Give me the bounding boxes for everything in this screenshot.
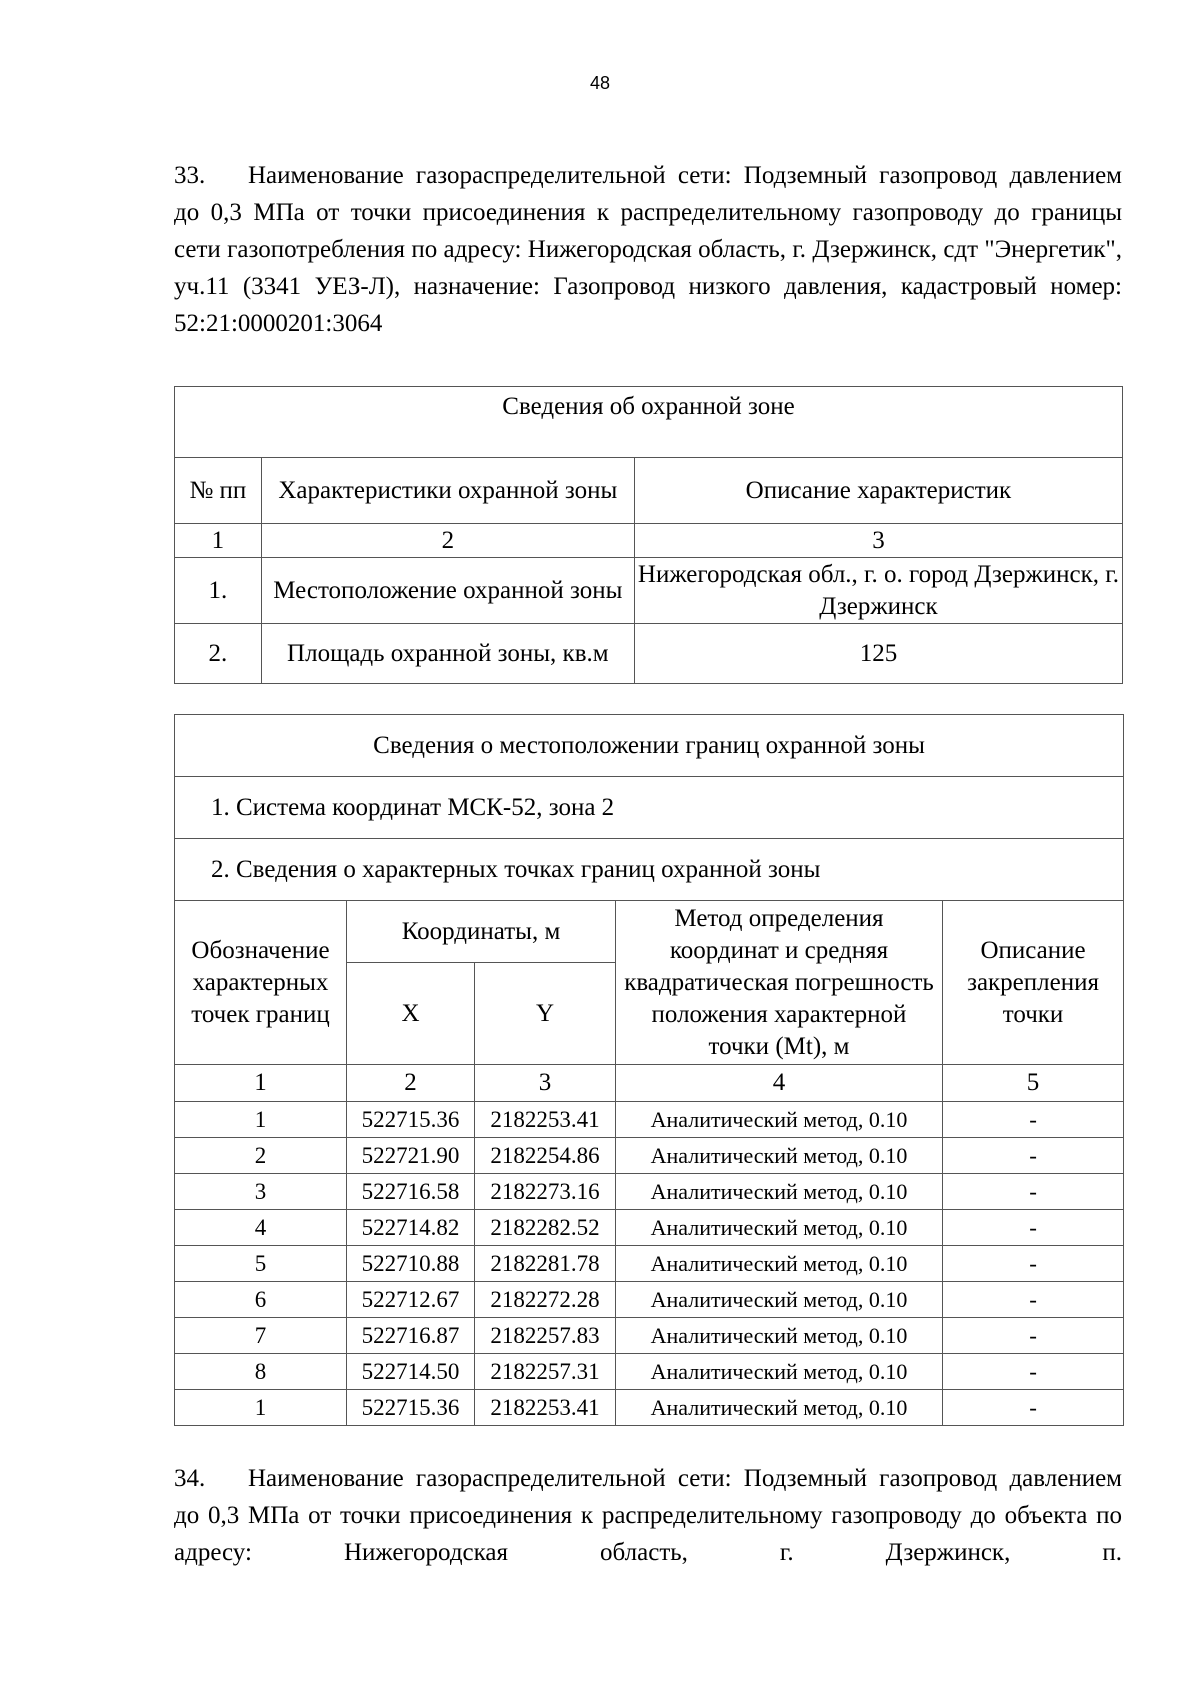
point-description: - (943, 1246, 1124, 1282)
zone-header-characteristics: Характеристики охранной зоны (261, 458, 634, 524)
point-method: Аналитический метод, 0.10 (616, 1354, 943, 1390)
point-x: 522714.82 (347, 1210, 475, 1246)
point-y: 2182257.31 (475, 1354, 616, 1390)
point-method: Аналитический метод, 0.10 (616, 1318, 943, 1354)
zone-row-value: Нижегородская обл., г. о. город Дзержинск, г. Дзержинск (634, 558, 1122, 624)
point-method: Аналитический метод, 0.10 (616, 1282, 943, 1318)
point-y: 2182273.16 (475, 1174, 616, 1210)
table-row (175, 624, 1123, 684)
table-row (175, 1246, 1124, 1282)
table-row (175, 1138, 1124, 1174)
coordinate-system: 1. Система координат МСК-52, зона 2 (175, 777, 1124, 839)
point-description: - (943, 1174, 1124, 1210)
zone-row-characteristic: Площадь охранной зоны, кв.м (261, 624, 634, 684)
point-x: 522721.90 (347, 1138, 475, 1174)
point-method: Аналитический метод, 0.10 (616, 1138, 943, 1174)
point-y: 2182253.41 (475, 1390, 616, 1426)
point-x: 522715.36 (347, 1102, 475, 1138)
section-33-text: Наименование газораспределительной сети: Подземный газопровод давлением до 0,3 МПа от точки присоединения к распределительному газопроводу до границы сети газопотребления по адресу: Нижегородская область, г. Дзержинск, сдт "Энергетик", уч.11 (3341 УЕЗ-Л), назначение: Газопровод низкого давления, кадастровый номер: 52:21:0000201:3064 (174, 162, 1122, 337)
section-34-number: 34. (174, 1465, 206, 1492)
point-x: 522712.67 (347, 1282, 475, 1318)
point-y: 2182254.86 (475, 1138, 616, 1174)
zone-index-cell: 1 (175, 524, 262, 558)
point-method: Аналитический метод, 0.10 (616, 1390, 943, 1426)
header-y: Y (475, 963, 616, 1065)
header-method: Метод определения координат и средняя квадратическая погрешность положения характерной точки (Mt), м (616, 901, 943, 1065)
boundary-index-cell: 1 (175, 1065, 347, 1102)
zone-row-value: 125 (634, 624, 1122, 684)
zone-row-number: 2. (175, 624, 262, 684)
table-row (175, 1102, 1124, 1138)
point-description: - (943, 1210, 1124, 1246)
zone-header-number: № пп (175, 458, 262, 524)
point-id: 7 (175, 1318, 347, 1354)
point-y: 2182257.83 (475, 1318, 616, 1354)
point-y: 2182253.41 (475, 1102, 616, 1138)
point-x: 522710.88 (347, 1246, 475, 1282)
table-row (175, 558, 1123, 624)
point-x: 522716.87 (347, 1318, 475, 1354)
point-y: 2182282.52 (475, 1210, 616, 1246)
boundary-index-cell: 5 (943, 1065, 1124, 1102)
point-id: 8 (175, 1354, 347, 1390)
boundary-index-cell: 3 (475, 1065, 616, 1102)
protection-zone-table (174, 386, 1123, 684)
page-number: 48 (589, 73, 611, 93)
point-description: - (943, 1318, 1124, 1354)
zone-index-cell: 3 (634, 524, 1122, 558)
point-id: 2 (175, 1138, 347, 1174)
point-description: - (943, 1282, 1124, 1318)
point-id: 5 (175, 1246, 347, 1282)
point-y: 2182272.28 (475, 1282, 616, 1318)
section-34-paragraph (174, 1460, 1122, 1571)
boundary-index-cell: 4 (616, 1065, 943, 1102)
zone-row-characteristic: Местоположение охранной зоны (261, 558, 634, 624)
point-id: 4 (175, 1210, 347, 1246)
point-id: 3 (175, 1174, 347, 1210)
zone-header-description: Описание характеристик (634, 458, 1122, 524)
section-34-text: Наименование газораспределительной сети: Подземный газопровод давлением до 0,3 МПа от точки присоединения к распределительному газопроводу до объекта по адресу: Нижегородская область, г. Дзержинск, п. (174, 1465, 1122, 1566)
header-description: Описание закрепления точки (943, 901, 1124, 1065)
zone-table-title: Сведения об охранной зоне (175, 387, 1123, 458)
point-y: 2182281.78 (475, 1246, 616, 1282)
section-33-number: 33. (174, 162, 206, 189)
header-x: X (347, 963, 475, 1065)
point-description: - (943, 1390, 1124, 1426)
zone-row-number: 1. (175, 558, 262, 624)
point-x: 522715.36 (347, 1390, 475, 1426)
point-description: - (943, 1138, 1124, 1174)
header-designation: Обозначение характерных точек границ (175, 901, 347, 1065)
point-id: 1 (175, 1390, 347, 1426)
point-method: Аналитический метод, 0.10 (616, 1210, 943, 1246)
point-method: Аналитический метод, 0.10 (616, 1102, 943, 1138)
table-row (175, 1174, 1124, 1210)
boundary-index-cell: 2 (347, 1065, 475, 1102)
table-row (175, 1354, 1124, 1390)
point-id: 6 (175, 1282, 347, 1318)
boundary-points-table (174, 714, 1124, 1426)
point-method: Аналитический метод, 0.10 (616, 1246, 943, 1282)
point-method: Аналитический метод, 0.10 (616, 1174, 943, 1210)
table-row (175, 1318, 1124, 1354)
table-row (175, 1390, 1124, 1426)
boundary-table-title: Сведения о местоположении границ охранной зоны (175, 715, 1124, 777)
header-coordinates: Координаты, м (347, 901, 616, 963)
point-description: - (943, 1102, 1124, 1138)
table-row (175, 1210, 1124, 1246)
section-33-paragraph (174, 157, 1122, 342)
points-title: 2. Сведения о характерных точках границ охранной зоны (175, 839, 1124, 901)
table-row (175, 1282, 1124, 1318)
point-x: 522716.58 (347, 1174, 475, 1210)
point-description: - (943, 1354, 1124, 1390)
point-x: 522714.50 (347, 1354, 475, 1390)
point-id: 1 (175, 1102, 347, 1138)
zone-index-cell: 2 (261, 524, 634, 558)
